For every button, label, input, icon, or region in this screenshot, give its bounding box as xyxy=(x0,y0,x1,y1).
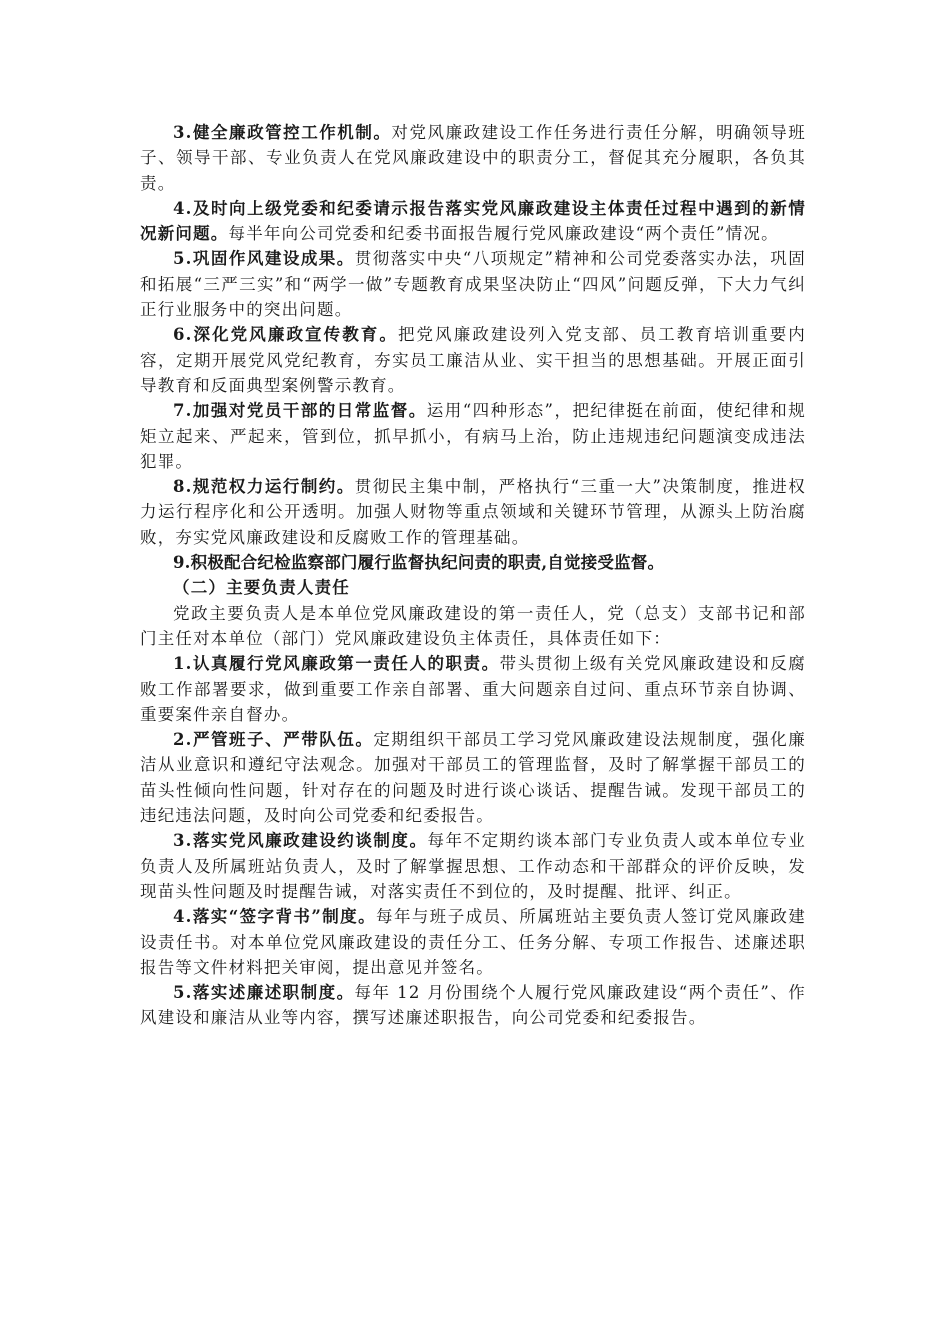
paragraph-text: 党政主要负责人是本单位党风廉政建设的第一责任人，党（总支）支部书记和部门主任对本单位（部门）党风廉政建设负主体责任，具体责任如下： xyxy=(140,603,806,648)
paragraph-heading: 3.健全廉政管控工作机制。 xyxy=(173,123,392,142)
paragraph-text: 对党风廉政建设工作任务进行责任分解，明确领导班子、领导干部、专业负责人在党风廉政建设中的职责分工，督促其充分履职，各负其责。 xyxy=(140,123,806,193)
paragraph-text: 每半年向公司党委和纪委书面报告履行党风廉政建设“两个责任”情况。 xyxy=(228,224,779,244)
paragraph-item-4 xyxy=(140,196,806,247)
paragraph-heading: 9.积极配合纪检监察部门履行监督执纪问责的职责,自觉接受监督。 xyxy=(173,553,665,573)
paragraph-duty-4 xyxy=(140,904,806,980)
paragraph-duty-2 xyxy=(140,727,806,828)
paragraph-heading: 1.认真履行党风廉政第一责任人的职责。 xyxy=(173,654,500,674)
paragraph-heading: 4.及时向上级党委和纪委请示报告落实党风廉政建设主体责任过程中遇到的新情况新问题。 xyxy=(140,198,806,244)
paragraph-heading: 3.落实党风廉政建设约谈制度。 xyxy=(173,831,428,851)
paragraph-heading: 5.落实述廉述职制度。 xyxy=(173,983,355,1003)
paragraph-text: 每年与班子成员、所属班站主要负责人签订党风廉政建设责任书。对本单位党风廉政建设的责任分工、任务分解、专项工作报告、述廉述职报告等文件材料把关审阅，提出意见并签名。 xyxy=(140,907,806,977)
paragraph-item-9 xyxy=(140,550,806,575)
paragraph-text: 每年 12 月份围绕个人履行党风廉政建设“两个责任”、作风建设和廉洁从业等内容，撰写述廉述职报告，向公司党委和纪委报告。 xyxy=(140,983,806,1028)
paragraph-item-6 xyxy=(140,322,806,398)
paragraph-heading: 7.加强对党员干部的日常监督。 xyxy=(173,401,427,421)
paragraph-intro xyxy=(140,601,806,652)
paragraph-text: 贯彻落实中央“八项规定”精神和公司党委落实办法，巩固和拓展“三严三实”和“两学一做”专题教育成果坚决防止“四风”问题反弹，下大力气纠正行业服务中的突出问题。 xyxy=(140,249,806,320)
paragraph-duty-5 xyxy=(140,980,806,1031)
paragraph-item-8 xyxy=(140,474,806,550)
document-body xyxy=(140,120,806,1031)
paragraph-text: 把党风廉政建设列入党支部、员工教育培训重要内容，定期开展党风党纪教育，夯实员工廉洁从业、实干担当的思想基础。开展正面引导教育和反面典型案例警示教育。 xyxy=(140,325,806,395)
paragraph-heading: 6.深化党风廉政宣传教育。 xyxy=(173,325,398,345)
paragraph-heading: 8.规范权力运行制约。 xyxy=(173,477,355,497)
paragraph-duty-3 xyxy=(140,828,806,904)
paragraph-duty-1 xyxy=(140,651,806,727)
paragraph-item-7 xyxy=(140,398,806,474)
paragraph-text: 贯彻民主集中制，严格执行“三重一大”决策制度，推进权力运行程序化和公开透明。加强人财物等重点领域和关键环节管理，从源头上防治腐败，夯实党风廉政建设和反腐败工作的管理基础。 xyxy=(140,477,806,547)
paragraph-item-3 xyxy=(140,120,806,196)
paragraph-heading: 5.巩固作风建设成果。 xyxy=(173,249,355,269)
section-subtitle: （二）主要负责人责任 xyxy=(173,578,350,598)
paragraph-item-5 xyxy=(140,246,806,322)
paragraph-text: 带头贯彻上级有关党风廉政建设和反腐败工作部署要求，做到重要工作亲自部署、重大问题亲自过问、重点环节亲自协调、重要案件亲自督办。 xyxy=(140,654,806,724)
paragraph-heading: 2.严管班子、严带队伍。 xyxy=(173,730,374,750)
paragraph-heading: 4.落实“签字背书”制度。 xyxy=(173,907,377,927)
paragraph-text: 定期组织干部员工学习党风廉政建设法规制度，强化廉洁从业意识和遵纪守法观念。加强对干部员工的管理监督，及时了解掌握干部员工的苗头性倾向性问题，针对存在的问题及时进行谈心谈话、提醒告诫。发现干部员工的违纪违法问题，及时向公司党委和纪委报告。 xyxy=(140,730,806,826)
paragraph-text: 运用“四种形态”，把纪律挺在前面，使纪律和规矩立起来、严起来，管到位，抓早抓小，有病马上治，防止违规违纪问题演变成违法犯罪。 xyxy=(140,401,806,471)
paragraph-text: 每年不定期约谈本部门专业负责人或本单位专业负责人及所属班站负责人，及时了解掌握思想、工作动态和干部群众的评价反映，发现苗头性问题及时提醒告诫，对落实责任不到位的，及时提醒、批评、纠正。 xyxy=(140,831,807,901)
